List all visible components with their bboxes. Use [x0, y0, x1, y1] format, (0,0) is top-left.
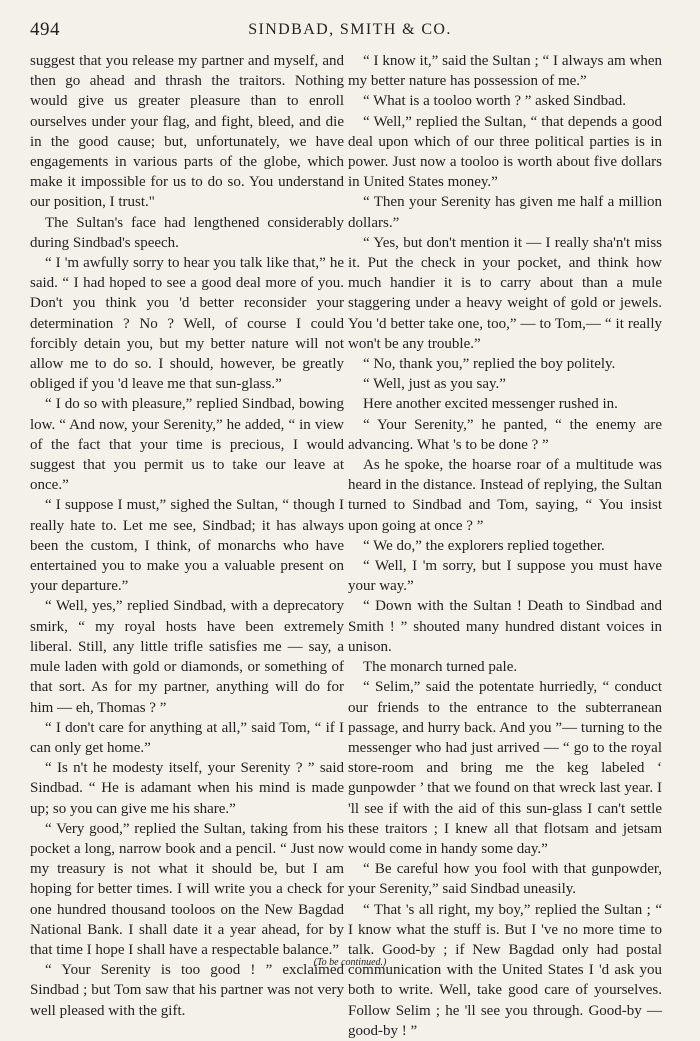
paragraph: “ Is n't he modesty itself, your Serenity ? ” said Sindbad. “ He is adamant when his mind is made up; so you can give me his share.” — [30, 760, 344, 817]
paragraph: The Sultan's face had lengthened considerably during Sindbad's speech. — [30, 214, 344, 251]
page-number: 494 — [30, 19, 60, 40]
paragraph: “ Then your Serenity has given me half a million dollars.” — [348, 194, 662, 231]
paragraph: “ We do,” the explorers replied together. — [363, 537, 605, 554]
paragraph: “ That 's all right, my boy,” replied the Sultan ; “ I know what the stuff is. But I 've no more time to talk. Good-by ; if New Bagdad only had postal communication with the United States I 'd ask you both to write. Well, take good care of yourselves. Follow Selim ; he 'll see you through. Good-by — good-by ! ” — [348, 901, 662, 1039]
running-title: SINDBAD, SMITH & CO. — [248, 21, 452, 38]
paragraph: “ Very good,” replied the Sultan, taking from his pocket a long, narrow book and a pencil. “ Just now my treasury is not what it should be, but I am hoping for better times. I will write you a check for one hundred thousand tooloos on the New Bagdad National Bank. I shall date it a year ahead, for by that time I hope I shall have a respectable balance.” — [30, 820, 344, 958]
paragraph: “ I do so with pleasure,” replied Sindbad, bowing low. “ And now, your Serenity,” he added, “ in view of the fact that your time is precious, I would suggest that you permit us to take our leave at once.” — [30, 396, 344, 494]
paragraph: The monarch turned pale. — [363, 659, 518, 676]
paragraph: suggest that you release my partner and myself, and then go ahead and thrash the traitors. Nothing would give us greater pleasure than to enroll ourselves under your flag, and fight, bleed, and die in the good cause; but, unfortunately, we have engagements in various parts of the globe, which make it impossible for us to do so. You understand our position, I trust." — [30, 53, 344, 211]
paragraph: “ Yes, but don't mention it — I really sha'n't miss it. Put the check in your pocket, and think how much handier it is to carry about than a mule staggering under a heavy weight of gold or jewels. You 'd better take one, too,” — to Tom,— “ it really won't be any trouble.” — [348, 234, 662, 352]
paragraph: “ I suppose I must,” sighed the Sultan, “ though I really hate to. Let me see, Sindbad; it has always been the custom, I think, of monarchs who have entertained you to make you a valuable present on your departure.” — [30, 497, 344, 595]
paragraph: “ I 'm awfully sorry to hear you talk like that,” he said. “ I had hoped to see a good deal more of you. Don't you think you 'd better reconsider your determination ? No ? Well, of course I could forcibly detain you, but my better nature will not allow me to do so. I should, however, be greatly obliged if you 'd leave me that sun-glass.” — [30, 255, 344, 393]
paragraph: As he spoke, the hoarse roar of a multitude was heard in the distance. Instead of replying, the Sultan turned to Sindbad and Tom, saying, “ You insist upon going at once ? ” — [348, 457, 662, 534]
paragraph: Here another excited messenger rushed in. — [363, 396, 618, 413]
paragraph: “ Well, yes,” replied Sindbad, with a deprecatory smirk, “ my royal hosts have been extremely liberal. Still, any little trifle satisfies me — say, a mule laden with gold or diamonds, or something of that sort. As for my partner, anything will do for him — eh, Thomas ? ” — [30, 598, 344, 716]
paragraph: “ Well, I 'm sorry, but I suppose you must have your way.” — [348, 558, 662, 595]
paragraph: “ No, thank you,” replied the boy politely. — [363, 356, 616, 373]
right-column — [348, 51, 662, 1041]
paragraph: “ Down with the Sultan ! Death to Sindbad and Smith ! ” shouted many hundred distant voices in unison. — [348, 598, 662, 655]
left-column — [30, 51, 344, 1021]
continued-note: (To be continued.) — [313, 957, 387, 968]
paragraph: “ What is a tooloo worth ? ” asked Sindbad. — [363, 93, 626, 110]
paragraph: “ Your Serenity,” he panted, “ the enemy are advancing. What 's to be done ? ” — [348, 416, 662, 453]
paragraph: “ I know it,” said the Sultan ; “ I always am when my better nature has possession of me.” — [348, 53, 662, 90]
page-header — [30, 19, 670, 45]
paragraph: “ Selim,” said the potentate hurriedly, “ conduct our friends to the entrance to the subterranean passage, and hurry back. And you ”— turning to the messenger who had just arrived — “ go to the royal store-room and bring me the keg labeled ‘ gunpowder ’ that we found on that wreck last year. I 'll see if with the aid of this sun-glass I can't settle these traitors ; I knew all that flotsam and jetsam would come in handy some day.” — [348, 679, 662, 857]
paragraph: “ Well,” replied the Sultan, “ that depends a good deal upon which of our three political parties is in power. Just now a tooloo is worth about five dollars in United States money.” — [348, 113, 662, 191]
paragraph: “ Well, just as you say.” — [363, 376, 506, 393]
paragraph: “ Your Serenity is too good ! ” exclaimed Sindbad ; but Tom saw that his partner was not very well pleased with the gift. — [30, 962, 344, 1019]
paragraph: “ I don't care for anything at all,” said Tom, “ if I can only get home.” — [30, 719, 344, 756]
paragraph: “ Be careful how you fool with that gunpowder, your Serenity,” said Sindbad uneasily. — [348, 861, 662, 898]
